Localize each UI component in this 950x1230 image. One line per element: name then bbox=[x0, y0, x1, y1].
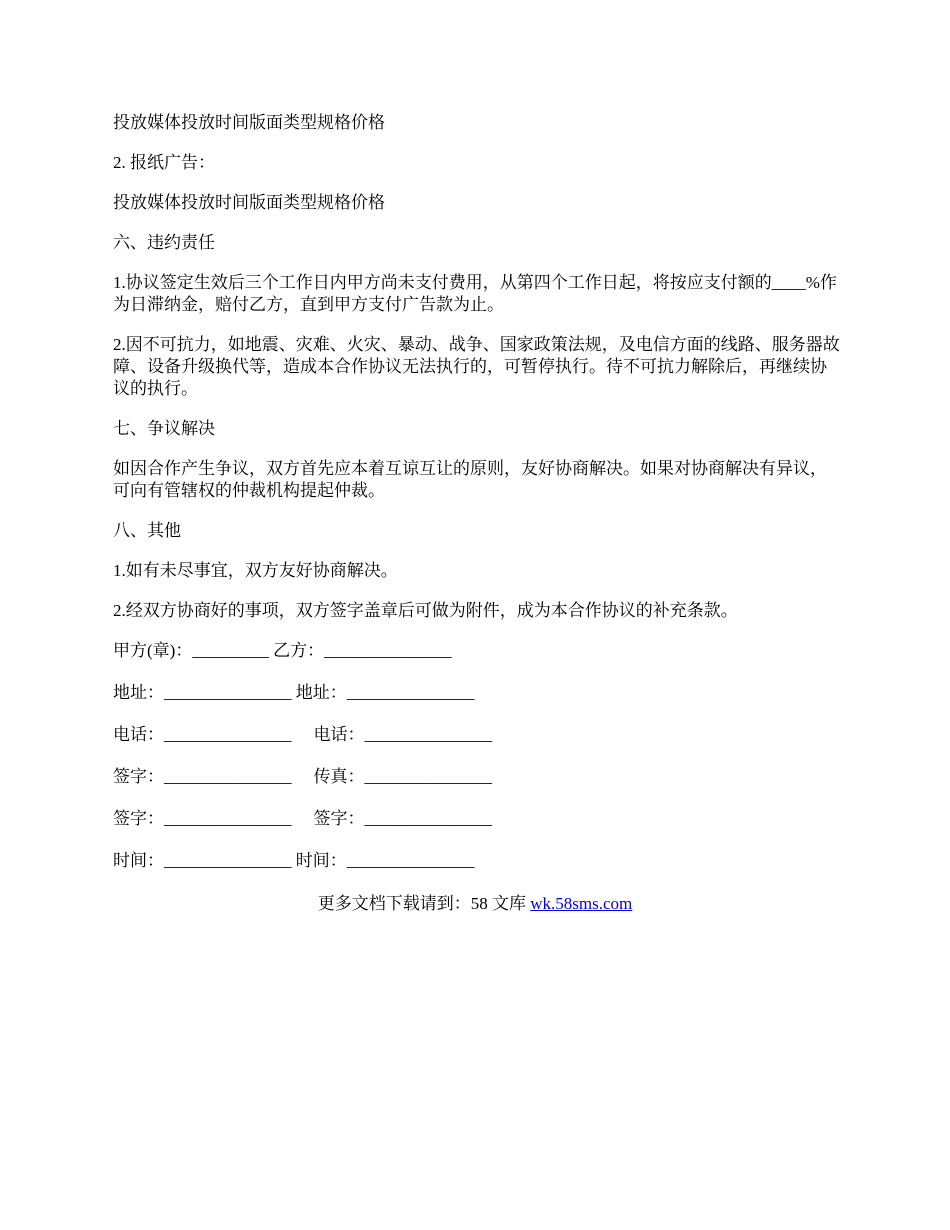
party-b-field: 乙方：_______________ bbox=[273, 641, 452, 660]
section-7-heading: 七、争议解决 bbox=[113, 419, 215, 438]
section-6-paragraph-1: 1.协议签定生效后三个工作日内甲方尚未支付费用，从第四个工作日起，将按应支付额的____%作为日滞纳金，赔付乙方，直到甲方支付广告款为止。 bbox=[113, 273, 837, 314]
signature-row-address bbox=[113, 682, 840, 704]
document-body bbox=[113, 112, 840, 892]
section-6-paragraph-2: 2.因不可抗力，如地震、灾难、火灾、暴动、战争、国家政策法规，及电信方面的线路、服务器故障、设备升级换代等，造成本合作协议无法执行的，可暂停执行。待不可抗力解除后，再继续协议的执行。 bbox=[113, 335, 840, 398]
fax-field-b: 传真：_______________ bbox=[313, 767, 492, 786]
address-field-a: 地址：_______________ bbox=[113, 683, 292, 702]
section-6-heading: 六、违约责任 bbox=[113, 233, 215, 252]
date-field-a: 时间：_______________ bbox=[113, 851, 292, 870]
footer-download-note bbox=[0, 893, 950, 915]
party-a-seal-field: 甲方(章)：_________ bbox=[113, 641, 269, 660]
newspaper-ads-label: 2. 报纸广告： bbox=[113, 153, 215, 172]
date-field-b: 时间：_______________ bbox=[295, 851, 475, 870]
section-8-paragraph-1: 1.如有未尽事宜，双方友好协商解决。 bbox=[113, 561, 398, 580]
signature-field-a: 签字：_______________ bbox=[113, 767, 292, 786]
footer-link[interactable]: wk.58sms.com bbox=[530, 894, 633, 913]
signature-field-a-2: 签字：_______________ bbox=[113, 809, 292, 828]
pricing-line-2: 投放媒体投放时间版面类型规格价格 bbox=[113, 193, 385, 212]
address-field-b: 地址：_______________ bbox=[295, 683, 475, 702]
pricing-line-1: 投放媒体投放时间版面类型规格价格 bbox=[113, 113, 385, 132]
signature-row-phone bbox=[113, 724, 840, 746]
signature-row-date bbox=[113, 850, 840, 872]
signature-field-b: 签字：_______________ bbox=[313, 809, 492, 828]
section-8-heading: 八、其他 bbox=[113, 521, 181, 540]
footer-text: 更多文档下载请到：58 文库 bbox=[317, 894, 531, 913]
section-8-paragraph-2: 2.经双方协商好的事项，双方签字盖章后可做为附件，成为本合作协议的补充条款。 bbox=[113, 601, 738, 620]
signature-row-sign-fax bbox=[113, 766, 840, 788]
signature-row-sign bbox=[113, 808, 840, 830]
phone-field-b: 电话：_______________ bbox=[313, 725, 492, 744]
phone-field-a: 电话：_______________ bbox=[113, 725, 292, 744]
signature-row-party-a-b bbox=[113, 640, 840, 662]
section-7-paragraph-1: 如因合作产生争议，双方首先应本着互谅互让的原则，友好协商解决。如果对协商解决有异议，可向有管辖权的仲裁机构提起仲裁。 bbox=[113, 459, 827, 500]
